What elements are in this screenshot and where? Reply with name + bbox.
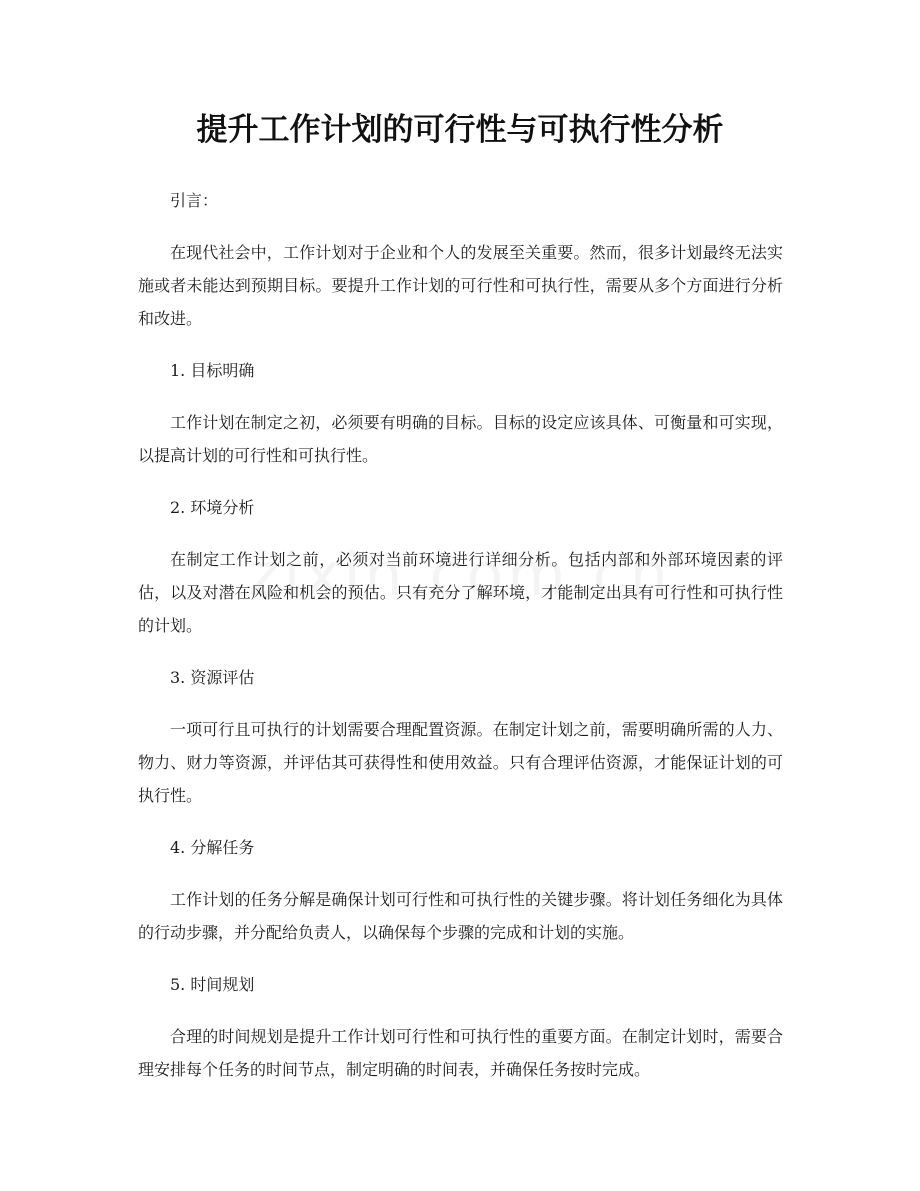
section-paragraph-1: 工作计划在制定之初，必须要有明确的目标。目标的设定应该具体、可衡量和可实现，以提高计划的可行性和可执行性。 [138,413,783,465]
document-body [138,184,783,1086]
intro-label: 引言： [170,191,219,210]
section-paragraph-4: 工作计划的任务分解是确保计划可行性和可执行性的关键步骤。将计划任务细化为具体的行动步骤，并分配给负责人，以确保每个步骤的完成和计划的实施。 [138,890,783,942]
intro-paragraph: 在现代社会中，工作计划对于企业和个人的发展至关重要。然而，很多计划最终无法实施或者未能达到预期目标。要提升工作计划的可行性和可执行性，需要从多个方面进行分析和改进。 [138,243,783,328]
section-heading-5: 5. 时间规划 [170,975,255,994]
section-paragraph-5: 合理的时间规划是提升工作计划可行性和可执行性的重要方面。在制定计划时，需要合理安排每个任务的时间节点，制定明确的时间表，并确保任务按时完成。 [138,1027,783,1079]
section-heading-1: 1. 目标明确 [170,361,255,380]
section-paragraph-3: 一项可行且可执行的计划需要合理配置资源。在制定计划之前，需要明确所需的人力、物力、财力等资源，并评估其可获得性和使用效益。只有合理评估资源，才能保证计划的可执行性。 [138,720,783,805]
section-heading-3: 3. 资源评估 [170,668,255,687]
page-title: 提升工作计划的可行性与可执行性分析 [196,112,724,148]
section-heading-2: 2. 环境分析 [170,498,255,517]
section-heading-4: 4. 分解任务 [170,838,255,857]
section-paragraph-2: 在制定工作计划之前，必须对当前环境进行详细分析。包括内部和外部环境因素的评估，以及对潜在风险和机会的预估。只有充分了解环境，才能制定出具有可行性和可执行性的计划。 [138,550,783,635]
